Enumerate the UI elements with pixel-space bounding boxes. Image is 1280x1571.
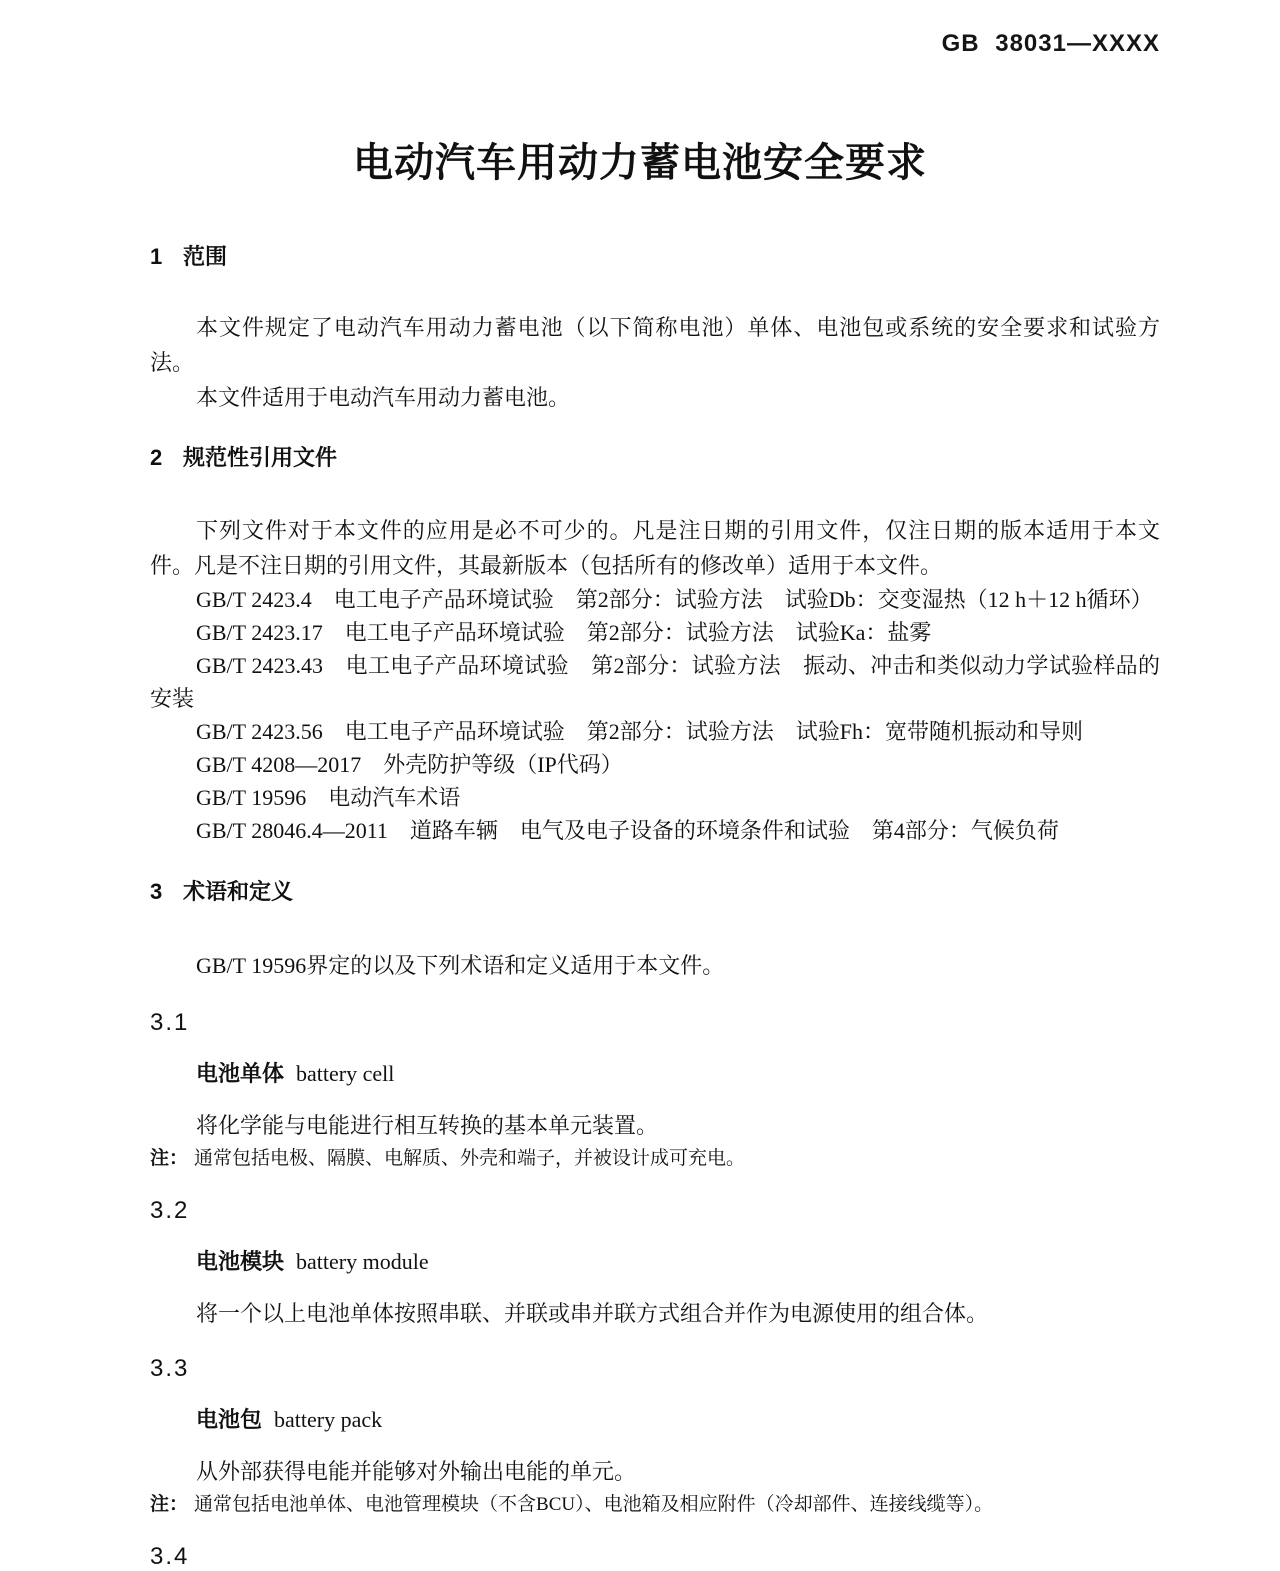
reference-item: GB/T 28046.4—2011 道路车辆 电气及电子设备的环境条件和试验 第4部分：气候负荷 — [196, 818, 1059, 843]
term-entry-3-4 — [150, 1543, 1160, 1571]
term-line — [150, 1405, 1160, 1435]
standard-code-header: GB 38031—XXXX — [941, 30, 1160, 57]
term-entry-3-2 — [150, 1197, 1160, 1329]
term-entry-3-1 — [150, 1009, 1160, 1171]
section-title: 规范性引用文件 — [183, 445, 338, 470]
section-heading-terms — [150, 879, 1160, 905]
term-name-zh: 电池包 — [196, 1407, 263, 1432]
section-heading-normative-references — [150, 445, 1160, 471]
term-definition: 从外部获得电能并能够对外输出电能的单元。 — [196, 1459, 637, 1484]
term-note — [150, 1493, 1160, 1517]
reference-item: GB/T 4208—2017 外壳防护等级（IP代码） — [196, 752, 623, 777]
references-intro: 下列文件对于本文件的应用是必不可少的。凡是注日期的引用文件，仅注日期的版本适用于本文件。凡是不注日期的引用文件，其最新版本（包括所有的修改单）适用于本文件。 — [150, 518, 1160, 578]
section-heading-scope — [150, 244, 1160, 270]
term-definition: 将一个以上电池单体按照串联、并联或串并联方式组合并作为电源使用的组合体。 — [196, 1301, 989, 1326]
term-name-en: battery cell — [296, 1061, 395, 1086]
section-number: 3 — [150, 879, 163, 904]
term-number: 3.1 — [150, 1009, 190, 1036]
terms-intro: GB/T 19596界定的以及下列术语和定义适用于本文件。 — [196, 953, 725, 978]
section-title: 范围 — [183, 244, 228, 269]
note-label: 注： — [150, 1148, 189, 1169]
note-label: 注： — [150, 1494, 189, 1515]
reference-item: GB/T 2423.56 电工电子产品环境试验 第2部分：试验方法 试验Fh：宽带随机振动和导则 — [196, 719, 1083, 744]
scope-paragraphs — [150, 310, 1160, 415]
term-name-en: battery module — [296, 1249, 429, 1274]
term-line — [150, 1059, 1160, 1089]
note-text: 通常包括电池单体、电池管理模块（不含BCU）、电池箱及相应附件（冷却部件、连接线缆等）。 — [194, 1494, 994, 1515]
term-number: 3.3 — [150, 1355, 190, 1382]
term-definition: 将化学能与电能进行相互转换的基本单元装置。 — [196, 1113, 659, 1138]
document-title: 电动汽车用动力蓄电池安全要求 — [353, 141, 927, 185]
term-entry-3-3 — [150, 1355, 1160, 1517]
note-text: 通常包括电极、隔膜、电解质、外壳和端子，并被设计成可充电。 — [194, 1148, 746, 1169]
term-name-en: battery pack — [274, 1407, 383, 1432]
term-line — [150, 1247, 1160, 1277]
reference-item: GB/T 2423.43 电工电子产品环境试验 第2部分：试验方法 振动、冲击和类似动力学试验样品的安装 — [150, 653, 1160, 711]
term-name-zh: 电池单体 — [196, 1061, 285, 1086]
reference-item: GB/T 2423.17 电工电子产品环境试验 第2部分：试验方法 试验Ka：盐雾 — [196, 620, 932, 645]
section-title: 术语和定义 — [183, 879, 294, 904]
scope-paragraph: 本文件适用于电动汽车用动力蓄电池。 — [196, 385, 571, 410]
term-name-zh: 电池模块 — [196, 1249, 285, 1274]
term-number: 3.4 — [150, 1543, 190, 1570]
reference-item: GB/T 19596 电动汽车术语 — [196, 785, 461, 810]
references-list — [150, 583, 1160, 847]
reference-item: GB/T 2423.4 电工电子产品环境试验 第2部分：试验方法 试验Db：交变湿热（12 h＋12 h循环） — [196, 587, 1153, 612]
section-number: 1 — [150, 244, 163, 269]
term-number: 3.2 — [150, 1197, 190, 1224]
term-note — [150, 1147, 1160, 1171]
section-number: 2 — [150, 445, 163, 470]
scope-paragraph: 本文件规定了电动汽车用动力蓄电池（以下简称电池）单体、电池包或系统的安全要求和试验方法。 — [150, 315, 1160, 375]
